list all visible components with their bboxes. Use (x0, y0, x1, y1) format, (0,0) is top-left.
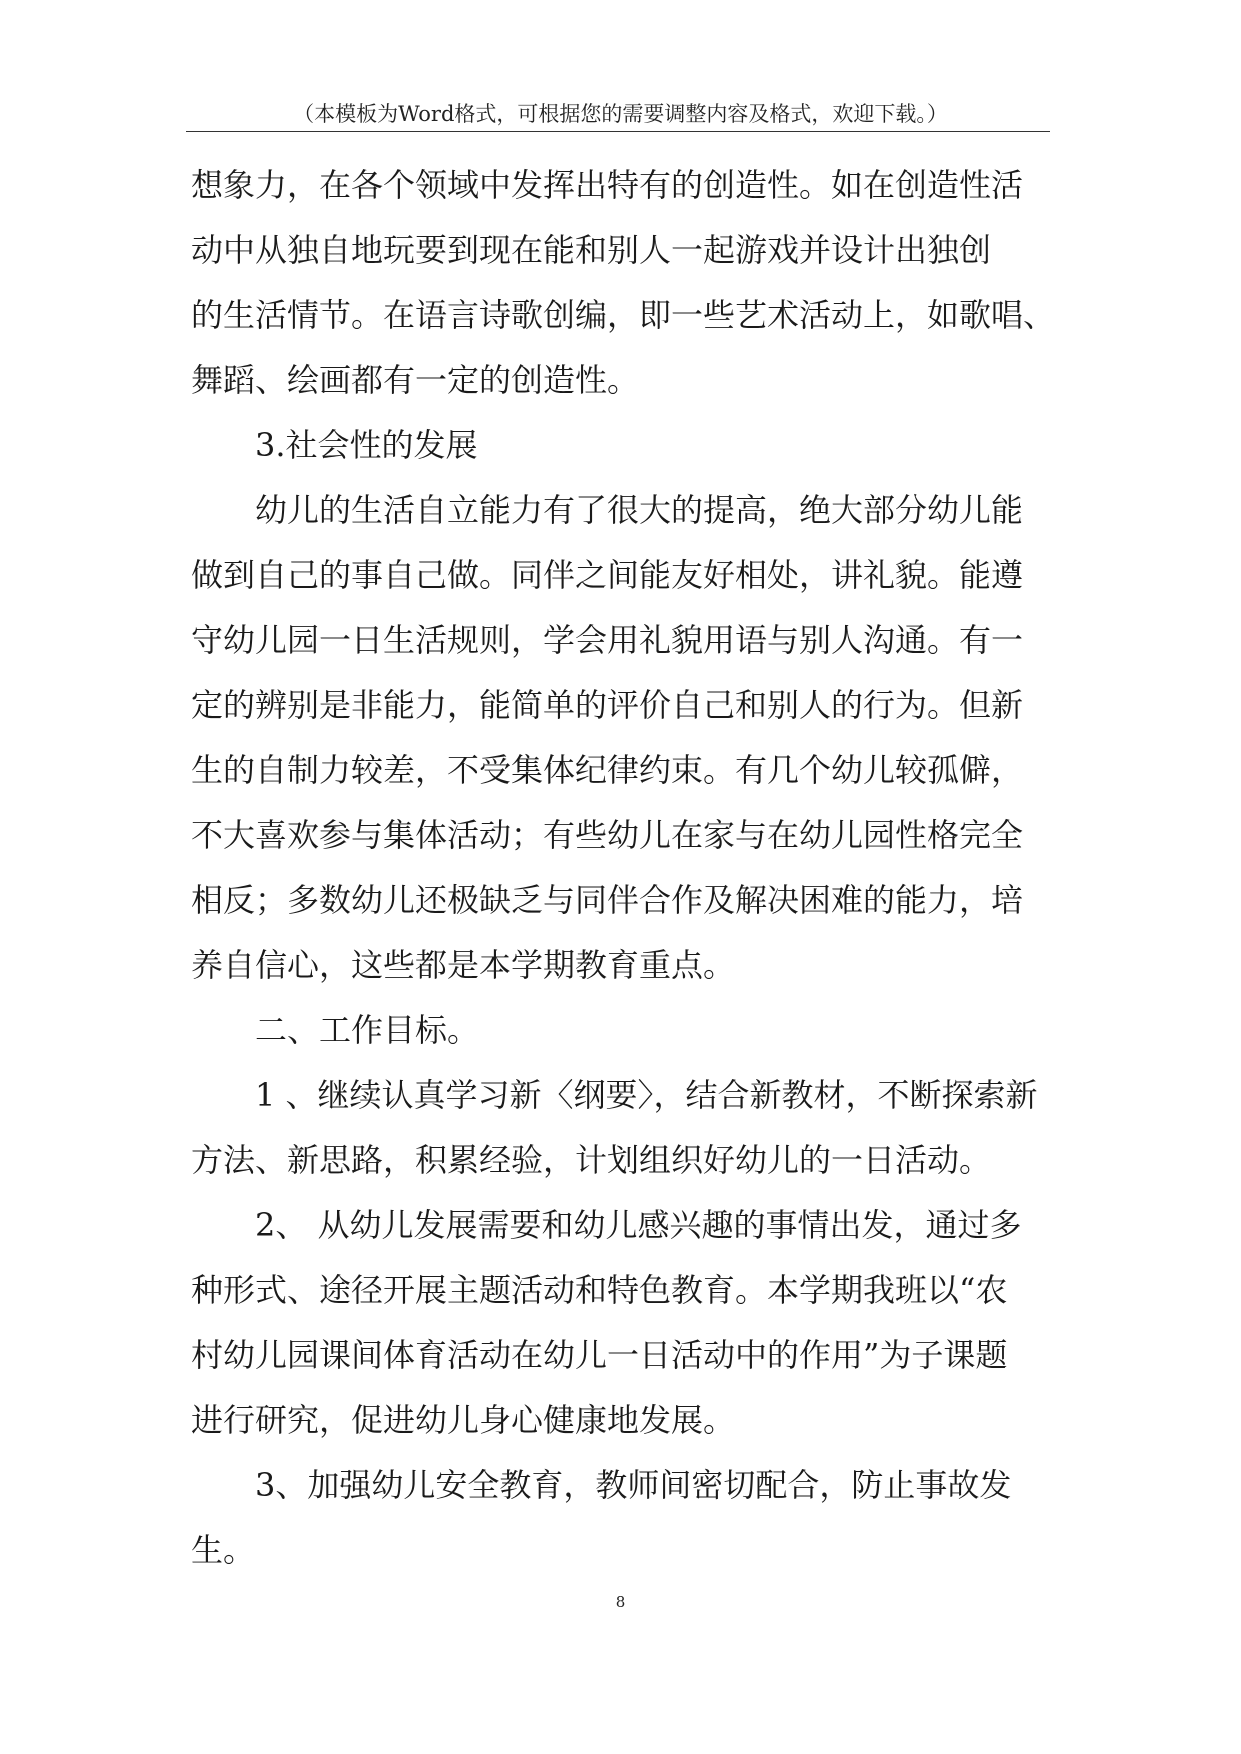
body-line: 相反；多数幼儿还极缺乏与同伴合作及解决困难的能力，培 (191, 881, 1024, 919)
body-line: 幼儿的生活自立能力有了很大的提高，绝大部分幼儿能 (255, 491, 1024, 529)
body-line: 方法、新思路，积累经验，计划组织好幼儿的一日活动。 (191, 1141, 992, 1179)
document-body (191, 153, 1091, 1583)
body-line: 生的自制力较差，不受集体纪律约束。有几个幼儿较孤僻， (191, 751, 1024, 789)
body-line: 守幼儿园一日生活规则，学会用礼貌用语与别人沟通。有一 (191, 621, 1024, 659)
body-line: 2、 从幼儿发展需要和幼儿感兴趣的事情出发，通过多 (255, 1206, 1022, 1244)
body-line: 不大喜欢参与集体活动；有些幼儿在家与在幼儿园性格完全 (191, 816, 1024, 854)
body-line: 的生活情节。在语言诗歌创编，即一些艺术活动上，如歌唱、 (191, 296, 1056, 334)
body-line: 3、加强幼儿安全教育，教师间密切配合，防止事故发 (255, 1466, 1012, 1504)
body-line: 舞蹈、绘画都有一定的创造性。 (191, 361, 640, 399)
header-divider (186, 131, 1050, 132)
body-line: 进行研究，促进幼儿身心健康地发展。 (191, 1401, 736, 1439)
section-heading-social-development: 3.社会性的发展 (255, 426, 478, 464)
body-line: 做到自己的事自己做。同伴之间能友好相处，讲礼貌。能遵 (191, 556, 1024, 594)
body-line: 1 、继续认真学习新〈纲要〉，结合新教材，不断探索新 (255, 1076, 1038, 1114)
body-line: 养自信心，这些都是本学期教育重点。 (191, 946, 736, 984)
body-line: 动中从独自地玩要到现在能和别人一起游戏并设计出独创 (191, 231, 992, 269)
body-line: 生。 (191, 1531, 256, 1569)
body-line: 想象力，在各个领域中发挥出特有的创造性。如在创造性活 (191, 166, 1024, 204)
page-number: 8 (615, 1593, 626, 1611)
section-heading-work-goals: 二、工作目标。 (255, 1011, 480, 1049)
body-line: 种形式、途径开展主题活动和特色教育。本学期我班以“农 (191, 1271, 1008, 1309)
body-line: 定的辨别是非能力，能简单的评价自己和别人的行为。但新 (191, 686, 1024, 724)
body-line: 村幼儿园课间体育活动在幼儿一日活动中的作用”为子课题 (191, 1336, 1008, 1374)
header-note: （本模板为Word格式，可根据您的需要调整内容及格式，欢迎下载。） (293, 102, 948, 126)
